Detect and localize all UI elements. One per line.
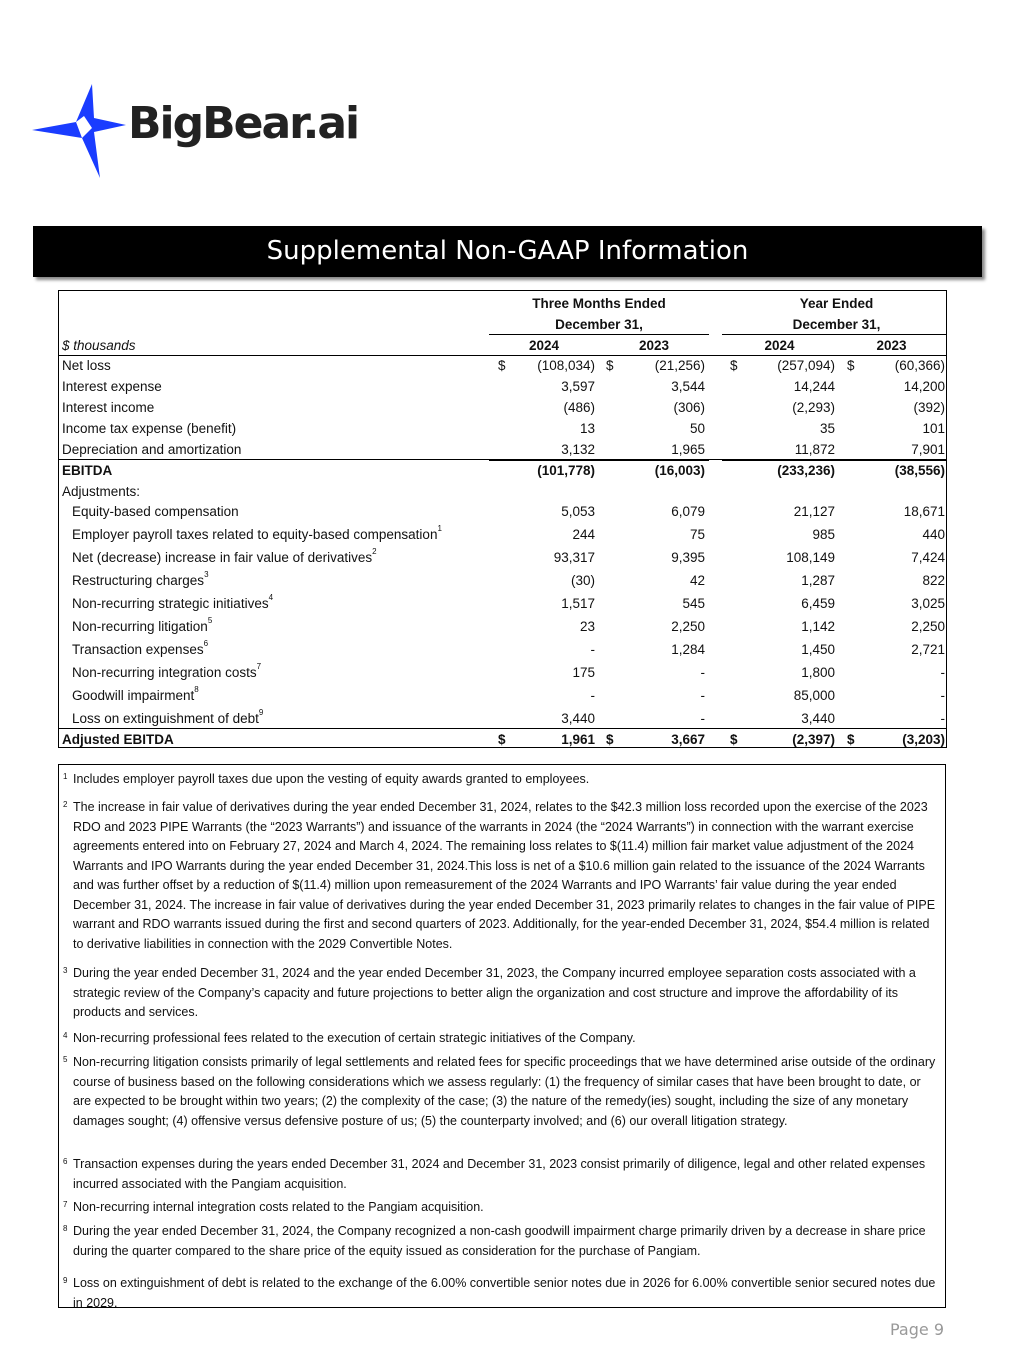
value-cell: 9,395 xyxy=(671,550,705,565)
footnote xyxy=(63,1053,941,1131)
row-label-text: Net (decrease) increase in fair value of derivatives xyxy=(72,550,373,565)
value-cell: 35 xyxy=(819,421,835,436)
footnote xyxy=(63,1155,941,1194)
value-cell: (392) xyxy=(913,400,945,415)
row-label-text: Adjusted EBITDA xyxy=(62,732,174,747)
row-label-text: Non-recurring litigation xyxy=(72,619,208,634)
row-label xyxy=(72,616,213,634)
group2-header-line2: December 31, xyxy=(792,317,881,332)
ebitda-rule xyxy=(59,459,946,460)
value-cell: 42 xyxy=(689,573,705,588)
row-label xyxy=(62,442,241,457)
value-cell: 23 xyxy=(579,619,595,634)
value-cell: (16,003) xyxy=(654,463,705,478)
value-cell: 1,965 xyxy=(671,442,705,457)
footnote-text: The increase in fair value of derivatives during the year ended December 31, 2024, relates to the $42.3 million loss recorded upon the exercise of the 2023 RDO and 2023 PIPE Warrants (the “2023 Warrants”) and issuance of the warrants in 2024 (the “2024 Warrants”) in connection with the warrant exercise agreements entered into on February 27, 2024 and March 4, 2024. The remaining loss relates to $(11.4) million fair market value adjustment of the 2024 Warrants and IPO Warrants during the year ended December 31, 2024.This loss is net of a $10.6 million gain related to the issuance of the 2024 Warrants and was further offset by a reduction of $(11.4) million upon remeasurement of the 2024 Warrants and IPO Warrants’ fair value during the year ended December 31, 2024. The increase in fair value of derivatives during the year ended December 31, 2023 primarily relates to changes in the fair value of PIPE warrant and RDO warrants issued during the first and second quarters of 2023. Additionally, for the year-ended December 31, 2024, $54.4 million is related to derivative liabilities in connection with the 2029 Convertible Notes. xyxy=(73,800,936,951)
currency-symbol: $ xyxy=(847,358,855,373)
row-label-text: Goodwill impairment xyxy=(72,688,195,703)
value-cell: (486) xyxy=(563,400,595,415)
value-cell: (38,556) xyxy=(894,463,945,478)
row-label xyxy=(72,504,239,519)
table-row xyxy=(59,663,946,684)
row-label xyxy=(72,524,442,542)
value-cell: 18,671 xyxy=(903,504,945,519)
row-label-text: Transaction expenses xyxy=(72,642,204,657)
currency-symbol: $ xyxy=(730,358,738,373)
footnote-number: 9 xyxy=(63,1276,68,1285)
footnote-number: 2 xyxy=(63,800,68,809)
row-label xyxy=(62,732,174,747)
table-row xyxy=(59,461,946,482)
subtotal-rule xyxy=(722,460,946,461)
value-cell: 3,440 xyxy=(561,711,595,726)
row-label-text: Interest expense xyxy=(62,379,162,394)
footnote xyxy=(63,1029,941,1049)
value-cell: (306) xyxy=(673,400,705,415)
footnote-text: Non-recurring professional fees related to the execution of certain strategic initiatives of the Company. xyxy=(73,1031,636,1045)
footnote-ref: 7 xyxy=(256,662,262,671)
value-cell: 1,287 xyxy=(801,573,835,588)
value-cell: - xyxy=(940,688,945,703)
company-logo xyxy=(30,80,359,180)
row-label xyxy=(72,593,274,611)
currency-symbol: $ xyxy=(847,732,855,747)
value-cell: 3,440 xyxy=(801,711,835,726)
footnote-number: 3 xyxy=(63,966,68,975)
value-cell: 3,597 xyxy=(561,379,595,394)
footnote xyxy=(63,964,941,1023)
value-cell: 5,053 xyxy=(561,504,595,519)
row-label xyxy=(72,708,264,726)
year-header: 2024 xyxy=(528,338,560,353)
value-cell: (21,256) xyxy=(654,358,705,373)
footnote-text: During the year ended December 31, 2024, the Company recognized a non-cash goodwill impairment charge primarily driven by a decrease in share price during the quarter compared to the share price of the equity issued as consideration for the purchase of Pangiam. xyxy=(73,1224,926,1258)
currency-symbol: $ xyxy=(606,358,614,373)
value-cell: 2,250 xyxy=(911,619,945,634)
value-cell: 21,127 xyxy=(793,504,835,519)
row-label-text: Restructuring charges xyxy=(72,573,205,588)
table-row xyxy=(59,548,946,569)
footnote-text: Includes employer payroll taxes due upon the vesting of equity awards granted to employees. xyxy=(73,772,590,786)
page-number: Page 9 xyxy=(890,1320,944,1339)
row-label xyxy=(72,570,209,588)
value-cell: (3,203) xyxy=(902,732,945,747)
value-cell: - xyxy=(940,665,945,680)
group1-header-line1: Three Months Ended xyxy=(532,296,666,311)
table-row xyxy=(59,730,946,751)
value-cell: 3,667 xyxy=(671,732,705,747)
subtotal-rule xyxy=(489,460,709,461)
table-row xyxy=(59,502,946,523)
value-cell: (257,094) xyxy=(777,358,835,373)
value-cell: - xyxy=(700,711,705,726)
table-row xyxy=(59,709,946,730)
table-row xyxy=(59,356,946,377)
table-row xyxy=(59,525,946,546)
non-gaap-table xyxy=(58,290,947,748)
value-cell: - xyxy=(700,688,705,703)
value-cell: (2,293) xyxy=(792,400,835,415)
row-label xyxy=(62,379,162,394)
value-cell: (30) xyxy=(570,573,595,588)
row-label-text: Interest income xyxy=(62,400,155,415)
value-cell: 7,901 xyxy=(911,442,945,457)
footnote xyxy=(63,798,941,954)
value-cell: (2,397) xyxy=(792,732,835,747)
value-cell: 1,450 xyxy=(801,642,835,657)
section-banner: Supplemental Non-GAAP Information xyxy=(33,226,982,277)
row-label xyxy=(72,639,209,657)
footnote-number: 1 xyxy=(63,772,68,781)
value-cell: 175 xyxy=(572,665,595,680)
group1-header-line2: December 31, xyxy=(555,317,643,332)
table-row xyxy=(59,686,946,707)
footnote-ref: 2 xyxy=(372,547,377,556)
value-cell: 3,544 xyxy=(671,379,705,394)
row-label-text: Net loss xyxy=(62,358,111,373)
table-row xyxy=(59,594,946,615)
footnote-text: Non-recurring internal integration costs related to the Pangiam acquisition. xyxy=(73,1200,484,1214)
value-cell: (233,236) xyxy=(777,463,835,478)
row-label-text: Loss on extinguishment of debt xyxy=(72,711,259,726)
value-cell: 7,424 xyxy=(911,550,945,565)
value-cell: 85,000 xyxy=(793,688,835,703)
footnote-text: During the year ended December 31, 2024 and the year ended December 31, 2023, the Company incurred employee separation costs associated with a strategic review of the Company’s capacity and future projections to better align the organization and cost structure and improve the affordability of its products and services. xyxy=(73,966,916,1019)
row-label xyxy=(72,662,262,680)
table-row xyxy=(59,398,946,419)
row-label-text: EBITDA xyxy=(62,463,113,478)
unit-label: $ thousands xyxy=(62,338,136,353)
column-header-row xyxy=(59,336,946,357)
row-label-text: Non-recurring strategic initiatives xyxy=(72,596,269,611)
row-label xyxy=(62,421,236,436)
table-row xyxy=(59,571,946,592)
value-cell: 545 xyxy=(682,596,705,611)
row-label-text: Depreciation and amortization xyxy=(62,442,242,457)
row-label xyxy=(72,547,377,565)
footnote-ref: 6 xyxy=(203,639,209,648)
value-cell: 3,025 xyxy=(911,596,945,611)
footnote-number: 7 xyxy=(63,1200,68,1209)
table-row xyxy=(59,617,946,638)
value-cell: 440 xyxy=(922,527,945,542)
footnote-text: Loss on extinguishment of debt is related to the exchange of the 6.00% convertible senior notes due in 2026 for 6.00% convertible senior secured notes due in 2029. xyxy=(73,1276,936,1310)
value-cell: 244 xyxy=(572,527,595,542)
footnote xyxy=(63,1274,941,1313)
row-label xyxy=(62,484,140,499)
footnote-ref: 3 xyxy=(204,570,209,579)
value-cell: 1,284 xyxy=(671,642,705,657)
value-cell: - xyxy=(940,711,945,726)
currency-symbol: $ xyxy=(498,358,506,373)
footnote xyxy=(63,770,941,790)
value-cell: 2,721 xyxy=(911,642,945,657)
value-cell: - xyxy=(700,665,705,680)
year-header: 2023 xyxy=(638,338,670,353)
footnote-ref: 8 xyxy=(194,685,199,694)
value-cell: 2,250 xyxy=(671,619,705,634)
footnote-number: 4 xyxy=(63,1031,68,1040)
group1-underline xyxy=(489,334,709,335)
footnote-ref: 1 xyxy=(437,524,442,533)
value-cell: 75 xyxy=(689,527,705,542)
value-cell: 108,149 xyxy=(786,550,835,565)
row-label-text: Adjustments: xyxy=(62,484,141,499)
value-cell: - xyxy=(590,642,595,657)
footnote-ref: 4 xyxy=(268,593,274,602)
currency-symbol: $ xyxy=(498,732,506,747)
logo-wordmark: BigBear.ai xyxy=(128,98,359,149)
year-header: 2024 xyxy=(764,338,795,353)
value-cell: 1,800 xyxy=(801,665,835,680)
row-label xyxy=(62,358,111,373)
star-logo-icon xyxy=(30,80,130,180)
row-label-text: Equity-based compensation xyxy=(72,504,239,519)
table-row xyxy=(59,482,946,503)
footnote-number: 5 xyxy=(63,1055,68,1064)
value-cell: 1,142 xyxy=(801,619,835,634)
value-cell: (60,366) xyxy=(894,358,945,373)
footnotes-box xyxy=(58,764,946,1308)
row-label xyxy=(62,400,154,415)
group2-header-line1: Year Ended xyxy=(799,296,874,311)
value-cell: 14,200 xyxy=(903,379,945,394)
table-row xyxy=(59,419,946,440)
value-cell: 6,079 xyxy=(671,504,705,519)
value-cell: 3,132 xyxy=(561,442,595,457)
value-cell: - xyxy=(590,688,595,703)
row-label-text: Non-recurring integration costs xyxy=(72,665,257,680)
table-row xyxy=(59,440,946,461)
footnote-text: Transaction expenses during the years ended December 31, 2024 and December 31, 2023 consist primarily of diligence, legal and other related expenses incurred associated with the Pangiam acquisition. xyxy=(73,1157,926,1191)
row-label-text: Employer payroll taxes related to equity-based compensation xyxy=(72,527,438,542)
value-cell: 14,244 xyxy=(793,379,835,394)
adjusted-ebitda-rule xyxy=(59,728,946,729)
value-cell: 101 xyxy=(922,421,945,436)
footnote xyxy=(63,1222,941,1261)
footnote-number: 8 xyxy=(63,1224,68,1233)
value-cell: 985 xyxy=(812,527,835,542)
table-row xyxy=(59,377,946,398)
table-row xyxy=(59,640,946,661)
group2-underline xyxy=(722,334,946,335)
value-cell: 50 xyxy=(689,421,705,436)
value-cell: 6,459 xyxy=(801,596,835,611)
value-cell: 93,317 xyxy=(553,550,595,565)
row-label xyxy=(62,463,112,478)
value-cell: (101,778) xyxy=(537,463,595,478)
currency-symbol: $ xyxy=(730,732,738,747)
footnote-number: 6 xyxy=(63,1157,68,1166)
value-cell: 1,517 xyxy=(561,596,595,611)
footnote-ref: 9 xyxy=(258,708,264,717)
value-cell: 13 xyxy=(579,421,595,436)
value-cell: 822 xyxy=(922,573,945,588)
currency-symbol: $ xyxy=(606,732,614,747)
footnote-ref: 5 xyxy=(207,616,213,625)
value-cell: 11,872 xyxy=(794,442,835,457)
value-cell: 1,961 xyxy=(561,732,595,747)
row-label-text: Income tax expense (benefit) xyxy=(62,421,237,436)
footnote xyxy=(63,1198,941,1218)
year-header: 2023 xyxy=(876,338,907,353)
row-label xyxy=(72,685,199,703)
value-cell: (108,034) xyxy=(537,358,595,373)
footnote-text: Non-recurring litigation consists primarily of legal settlements and related fees for specific proceedings that we have determined arise outside of the ordinary course of business based on the following considerations which we assess regularly: (1) the frequency of similar cases that have been brought to date, or are expected to be brought within two years; (2) the complexity of the case; (3) the nature of the remedy(ies) sought, including the size of any monetary damages sought; (4) offensive versus defensive posture of us; (5) the counterparty involved; and (6) our overall litigation strategy. xyxy=(73,1055,936,1128)
